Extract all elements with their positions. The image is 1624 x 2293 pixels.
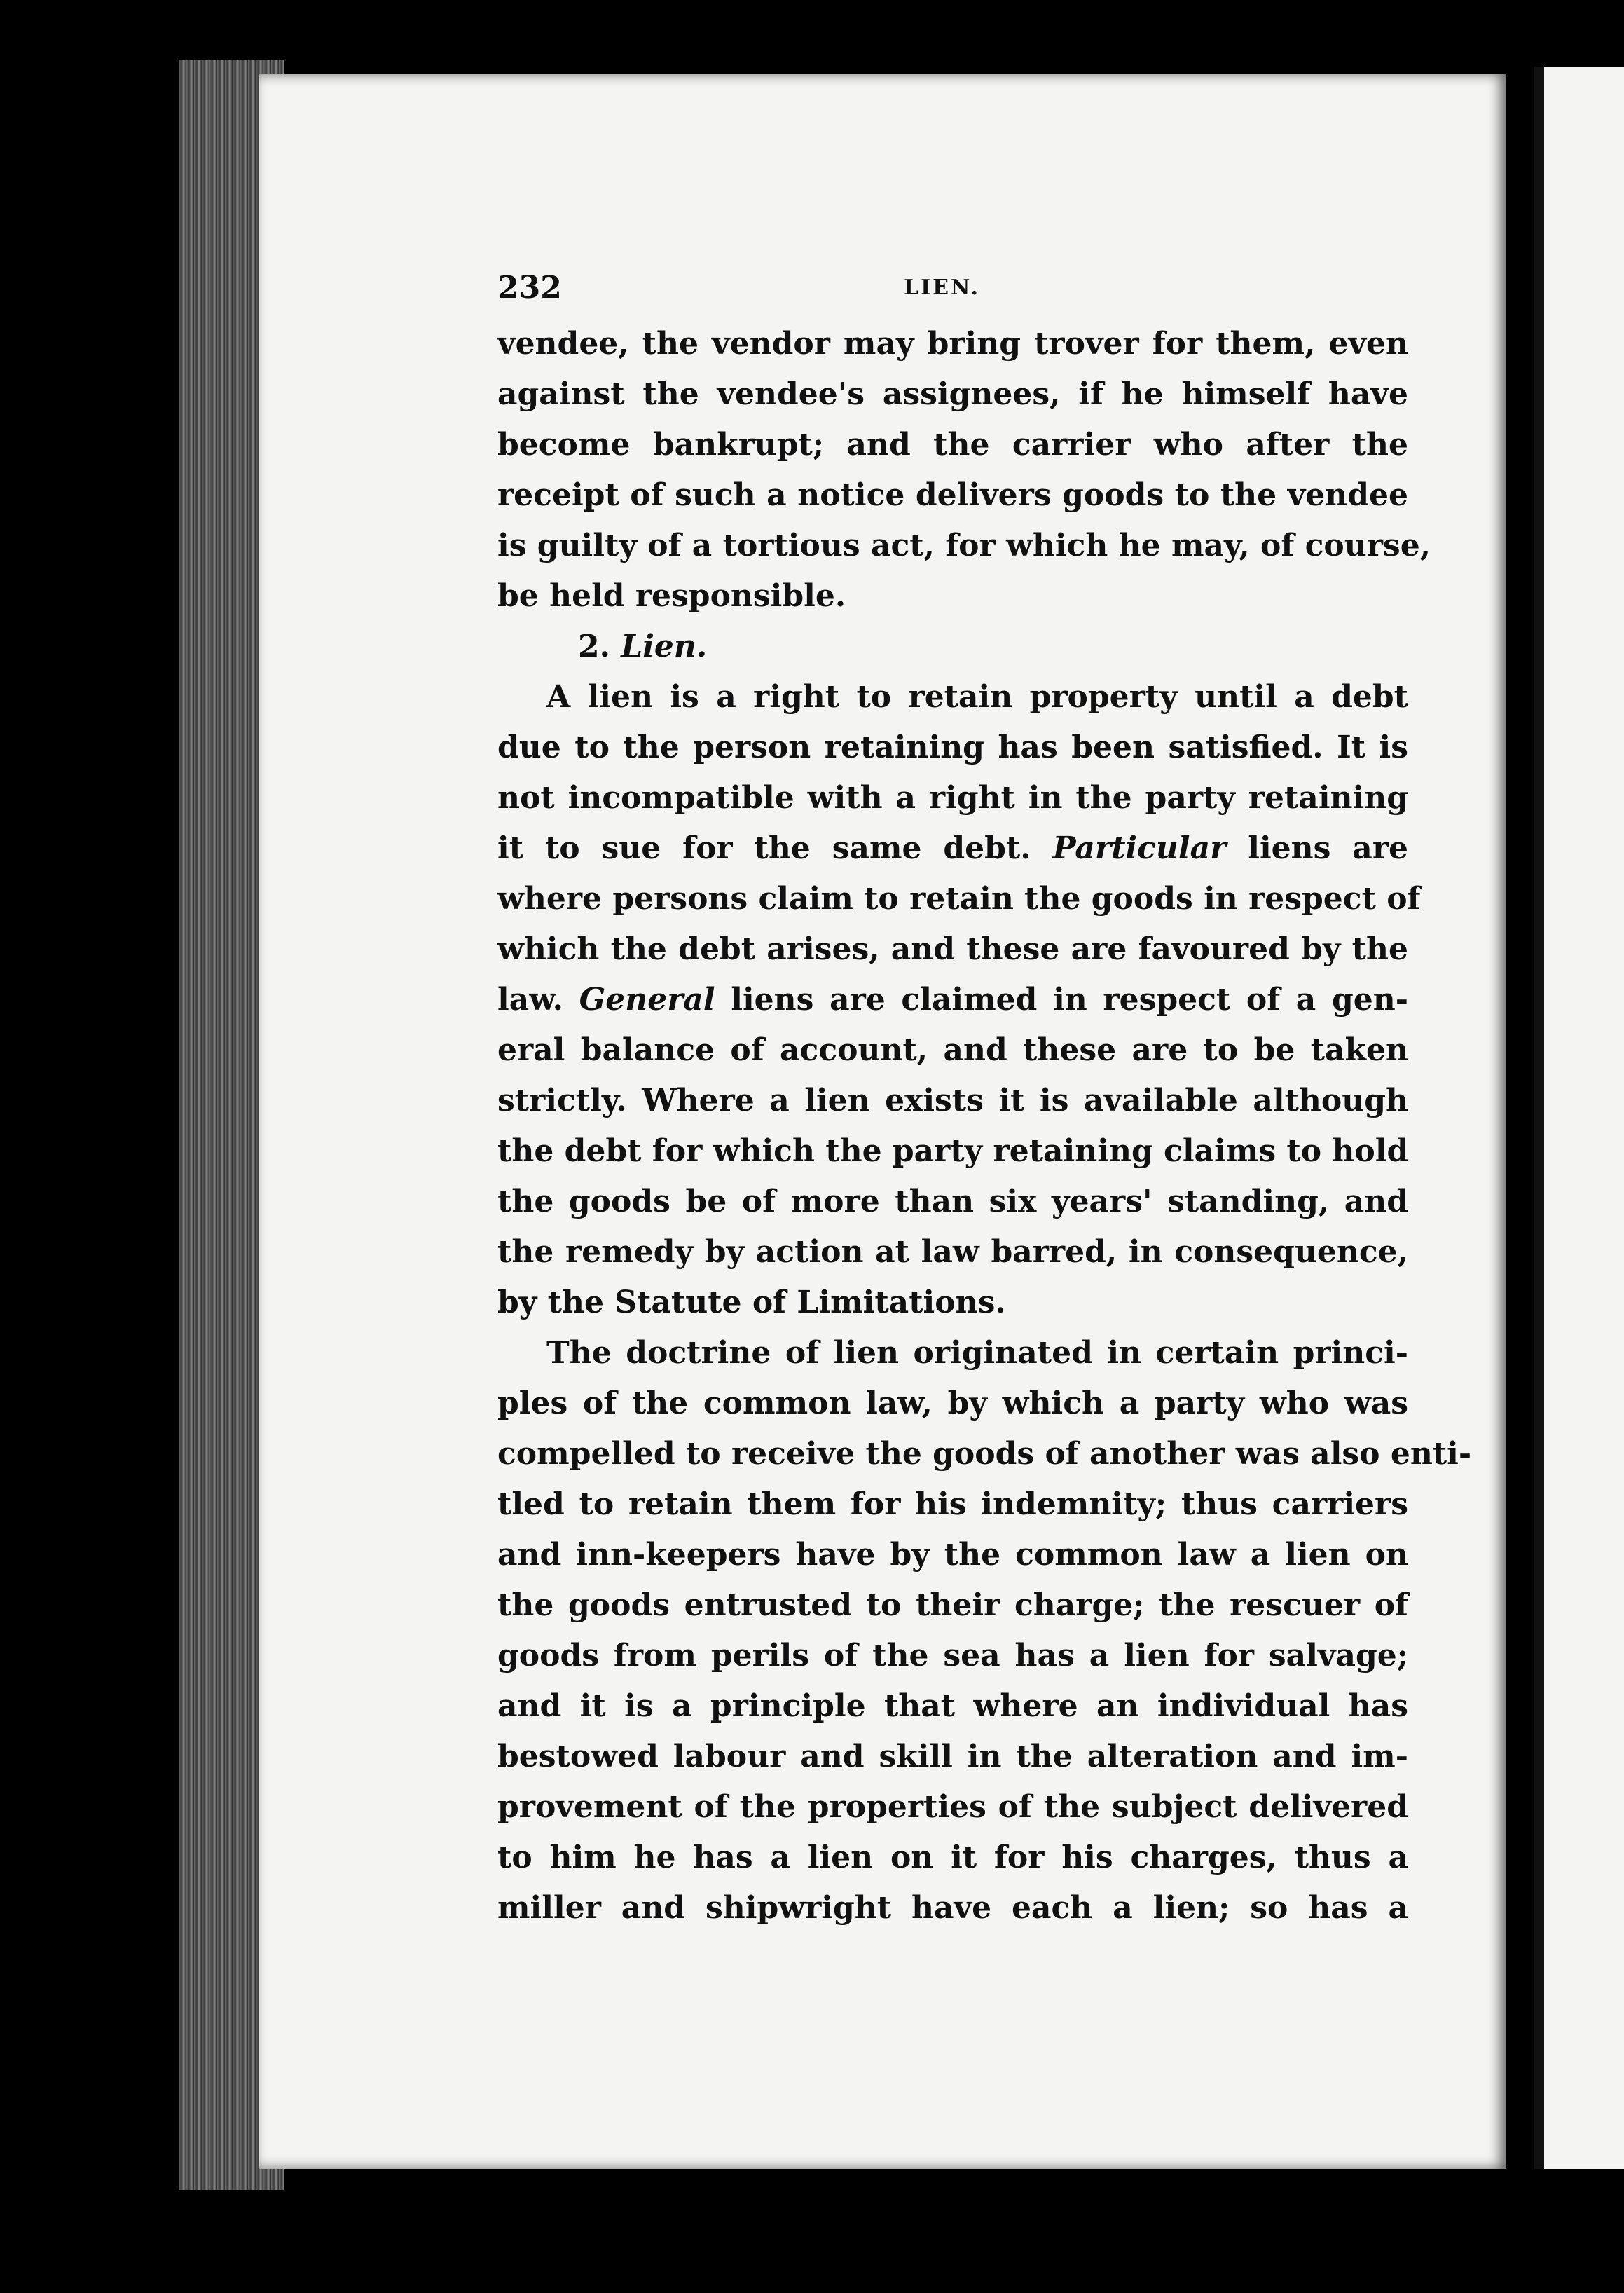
body-text [497,319,1472,1933]
text-line: miller and shipwright have each a lien; so has a [497,1890,1408,1926]
text-line: is guilty of a tortious act, for which he may, of course, [497,528,1431,563]
text-line: goods from perils of the sea has a lien for salvage; [497,1638,1408,1673]
text-line: compelled to receive the goods of another was also enti- [497,1436,1472,1472]
text-line: be held responsible. [497,578,846,614]
text-run: liens are [1248,830,1408,866]
text-run: liens are claimed in respect of a gen- [731,982,1408,1018]
text-line: to him he has a lien on it for his charges, thus a [497,1840,1408,1875]
text-line: strictly. Where a lien exists it is available although [497,1083,1408,1118]
text-line: eral balance of account, and these are to be taken [497,1032,1408,1068]
text-line [497,823,1408,874]
text-line: against the vendee's assignees, if he himself have [497,376,1408,412]
paragraph-1 [497,319,1431,622]
text-run: law. [497,982,563,1018]
text-line: not incompatible with a right in the party retaining [497,780,1408,816]
italic-term-general: General [579,982,715,1018]
italic-term-particular: Particular [1052,830,1227,866]
text-line: the goods be of more than six years' standing, and [497,1184,1408,1219]
text-line: the goods entrusted to their charge; the rescuer of [497,1587,1408,1623]
text-line: A lien is a right to retain property until a debt [546,679,1408,715]
page-number: 232 [497,270,562,306]
page-content [497,270,1472,1933]
text-line: receipt of such a notice delivers goods to the vendee [497,477,1408,513]
text-line: provement of the properties of the subject delivered [497,1789,1408,1825]
text-line: where persons claim to retain the goods in respect of [497,881,1421,917]
text-line: The doctrine of lien originated in certain princi- [546,1335,1408,1371]
text-line: by the Statute of Limitations. [497,1285,1006,1320]
section-title: Lien. [621,629,708,664]
text-line: tled to retain them for his indemnity; thus carriers [497,1486,1408,1522]
text-run: it to sue for the same debt. [497,830,1031,866]
text-line: and it is a principle that where an individual has [497,1688,1408,1724]
paragraph-2 [497,672,1421,1328]
running-title: LIEN. [904,275,980,300]
section-number: 2. [578,629,610,664]
text-line: become bankrupt; and the carrier who after the [497,427,1408,463]
text-line: which the debt arises, and these are favoured by the [497,931,1408,967]
text-line: bestowed labour and skill in the alteration and im- [497,1739,1408,1774]
text-line: the remedy by action at law barred, in consequence, [497,1234,1408,1270]
section-heading [497,622,1408,672]
text-line: ples of the common law, by which a party who was [497,1385,1408,1421]
text-line: and inn-keepers have by the common law a lien on [497,1537,1408,1573]
text-line: due to the person retaining has been satisfied. It is [497,730,1408,765]
text-line: vendee, the vendor may bring trover for them, even [497,326,1408,362]
running-head [497,270,1408,319]
facing-page-edge [1534,67,1624,2169]
paragraph-3 [497,1328,1472,1933]
text-line: the debt for which the party retaining claims to hold [497,1133,1409,1169]
text-line [497,975,1408,1025]
